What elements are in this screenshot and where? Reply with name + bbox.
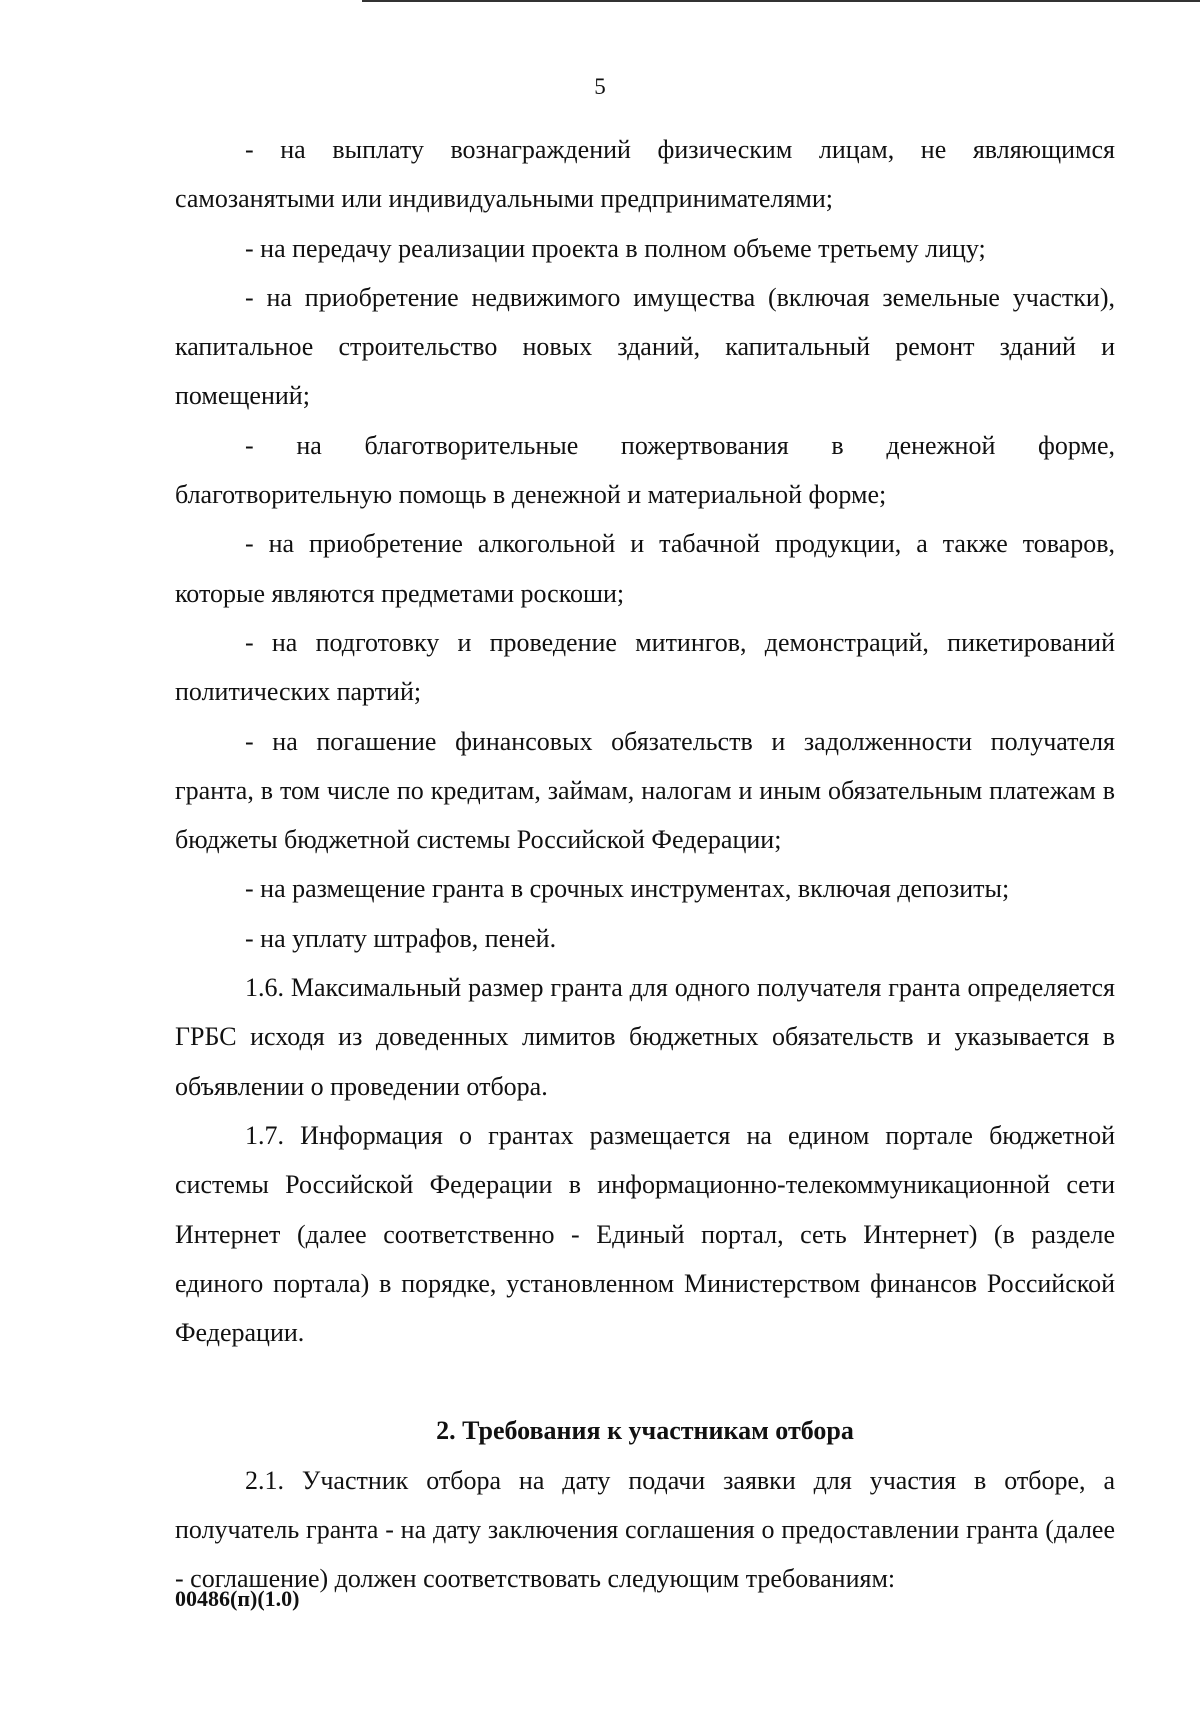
top-border-line xyxy=(362,0,1200,2)
paragraph-1-7: 1.7. Информация о грантах размещается на едином портале бюджетной системы Российской Федерации в информационно-телекоммуникационной сети Интернет (далее соответственно - Единый портал, сеть Интернет) (в разделе единого портала) в порядке, установленном Министерством финансов Российской Федерации. xyxy=(175,1120,1115,1348)
paragraph-rallies: - на подготовку и проведение митингов, демонстраций, пикетирований политических партий; xyxy=(175,627,1115,707)
paragraph-real-estate: - на приобретение недвижимого имущества (включая земельные участки), капитальное строительство новых зданий, капитальный ремонт зданий и помещений; xyxy=(175,282,1115,411)
section-heading-2: 2. Требования к участникам отбора xyxy=(436,1416,854,1446)
document-body xyxy=(175,125,1115,1604)
paragraph-transfer: - на передачу реализации проекта в полном объеме третьему лицу; xyxy=(245,233,986,263)
paragraph-2-1: 2.1. Участник отбора на дату подачи заявки для участия в отборе, а получатель гранта - на дату заключения соглашения о предоставлении гранта (далее - соглашение) должен соответствовать следующим требованиям: xyxy=(175,1465,1115,1594)
paragraph-fines: - на уплату штрафов, пеней. xyxy=(245,923,557,953)
paragraph-charity: - на благотворительные пожертвования в денежной форме, благотворительную помощь в денежной и материальной форме; xyxy=(175,430,1115,510)
paragraph-alcohol: - на приобретение алкогольной и табачной продукции, а также товаров, которые являются предметами роскоши; xyxy=(175,529,1115,608)
document-code: 00486(п)(1.0) xyxy=(175,1586,300,1611)
paragraph-rewards: - на выплату вознаграждений физическим лицам, не являющимся самозанятыми или индивидуальными предпринимателями; xyxy=(175,135,1115,214)
paragraph-debts: - на погашение финансовых обязательств и задолженности получателя гранта, в том числе по кредитам, займам, налогам и иным обязательным платежам в бюджеты бюджетной системы Российской Федерации; xyxy=(175,726,1115,855)
paragraph-deposits: - на размещение гранта в срочных инструментах, включая депозиты; xyxy=(245,874,1010,904)
paragraph-1-6: 1.6. Максимальный размер гранта для одного получателя гранта определяется ГРБС исходя из доведенных лимитов бюджетных обязательств и указывается в объявлении о проведении отбора. xyxy=(175,973,1115,1101)
page-number: 5 xyxy=(594,74,606,99)
